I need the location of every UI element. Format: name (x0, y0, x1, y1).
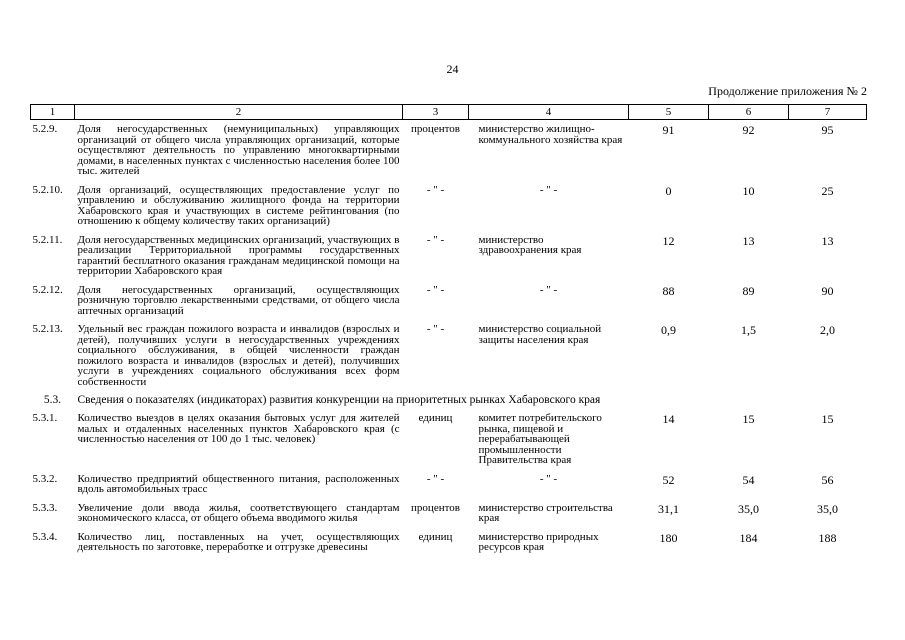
row-number: 5.3.3. (32, 501, 58, 514)
value-col6: 10 (742, 183, 755, 198)
column-number-1: 1 (31, 105, 75, 120)
value-col5: 0,9 (661, 323, 676, 337)
value-col5: 31,1 (658, 501, 679, 516)
indicator-name: Доля негосударственных организаций, осуществляющих розничную торговлю лекарственными средствами, от общего числа аптечных организаций (77, 283, 400, 317)
value-col6: 54 (742, 472, 755, 487)
unit: процентов (411, 123, 460, 135)
row-number: 5.2.10. (32, 183, 63, 196)
unit: единиц (418, 530, 453, 543)
value-col5: 91 (662, 123, 675, 137)
table-row (31, 499, 867, 528)
value-col6: 89 (742, 283, 755, 298)
table-row (31, 231, 867, 281)
value-col5: 14 (662, 412, 675, 426)
indicators-table (30, 104, 867, 557)
section-title: Сведения о показателях (индикаторах) развития конкуренции на приоритетных рынках Хабаровского края (77, 394, 601, 406)
responsible-body: комитет потребительского рынка, пищевой и перерабатывающей промышленности Правительства края (478, 412, 602, 466)
unit: - " - (426, 183, 445, 196)
indicator-name: Количество выездов в целях оказания бытовых услуг для жителей малых и отдаленных населенных пунктов Хабаровского края (с численностью населения от 100 до 1 тыс. человек) (77, 412, 400, 445)
table-row (31, 528, 867, 557)
row-number: 5.3.1. (32, 412, 58, 424)
value-col6: 13 (742, 233, 755, 248)
value-col5: 180 (659, 530, 678, 545)
row-number: 5.2.13. (32, 323, 63, 335)
responsible-body: министерство социальной защиты населения края (478, 323, 602, 346)
responsible-body: министерство жилищно-коммунального хозяйства края (478, 123, 623, 146)
unit: - " - (426, 283, 445, 296)
value-col7: 90 (821, 283, 834, 298)
row-number: 5.2.9. (32, 123, 58, 135)
value-col7: 13 (821, 233, 834, 248)
value-col7: 2,0 (820, 323, 835, 337)
value-col5: 88 (662, 283, 675, 298)
section-row (31, 391, 867, 409)
indicator-name: Увеличение доли ввода жилья, соответствующего стандартам экономического класса, от общего объема вводимого жилья (77, 501, 400, 524)
column-number-6: 6 (709, 105, 789, 120)
unit: процентов (411, 501, 460, 514)
column-number-4: 4 (469, 105, 629, 120)
row-number: 5.2.12. (32, 283, 63, 296)
value-col6: 35,0 (738, 501, 759, 516)
value-col5: 0 (665, 183, 672, 198)
responsible-body: министерство строительства края (478, 501, 613, 524)
indicator-name: Количество предприятий общественного питания, расположенных вдоль автомобильных трасс (77, 472, 400, 495)
indicator-name: Доля негосударственных медицинских организаций, участвующих в реализации Территориальной программы государственных гарантий бесплатного оказания гражданам медицинской помощи на территории Хабаровского края (77, 233, 400, 277)
responsible-body: - " - (539, 283, 558, 296)
value-col7: 35,0 (817, 501, 838, 516)
value-col6: 1,5 (741, 323, 756, 337)
unit: единиц (418, 412, 453, 424)
continuation-label: Продолжение приложения № 2 (708, 84, 867, 98)
responsible-body: - " - (539, 183, 558, 196)
table-row (31, 470, 867, 499)
value-col7: 188 (818, 530, 837, 545)
value-col6: 92 (742, 123, 755, 137)
table-row (31, 409, 867, 470)
indicator-name: Доля негосударственных (немуниципальных) управляющих организаций от общего числа управляющих организаций, которые осуществляют деятельность по управлению многоквартирными домами, в населенных пунктах с численностью населения более 100 тыс. жителей (77, 123, 400, 177)
column-number-2: 2 (75, 105, 403, 120)
row-number: 5.3.4. (32, 530, 58, 543)
row-number: 5.3.2. (32, 472, 58, 485)
value-col7: 56 (821, 472, 834, 487)
column-number-3: 3 (403, 105, 469, 120)
indicator-name: Удельный вес граждан пожилого возраста и инвалидов (взрослых и детей), получивших услуги в негосударственных учреждениях социального обслуживания, в общей численности граждан пожилого возраста и инвалидов (взрослых и детей), получивших услуги в учреждениях социального обслуживания всех форм собственности (77, 323, 400, 388)
value-col6: 15 (742, 412, 755, 426)
indicator-name: Доля организаций, осуществляющих предоставление услуг по управлению и обслуживанию жилищного фонда на территории Хабаровского края и участвующих в системе рейтингования (по отношению к общему количеству таких организаций) (77, 183, 400, 227)
table-row (31, 320, 867, 391)
responsible-body: министерство природных ресурсов края (478, 530, 599, 553)
section-number: 5.3. (43, 394, 62, 406)
table-row (31, 120, 867, 181)
unit: - " - (426, 233, 445, 246)
responsible-body: министерство здравоохранения края (478, 233, 582, 256)
row-number: 5.2.11. (32, 233, 63, 246)
table-row (31, 281, 867, 321)
value-col6: 184 (739, 530, 758, 545)
column-number-7: 7 (789, 105, 867, 120)
value-col7: 25 (821, 183, 834, 198)
value-col5: 12 (662, 233, 675, 248)
value-col7: 95 (821, 123, 834, 137)
column-number-5: 5 (629, 105, 709, 120)
page-number: 24 (446, 62, 459, 76)
table-row (31, 181, 867, 231)
value-col7: 15 (821, 412, 834, 426)
unit: - " - (426, 472, 445, 485)
table-header-row (31, 105, 867, 120)
unit: - " - (426, 323, 445, 335)
responsible-body: - " - (539, 472, 558, 485)
value-col5: 52 (662, 472, 675, 487)
indicator-name: Количество лиц, поставленных на учет, осуществляющих деятельность по заготовке, переработке и отгрузке древесины (77, 530, 400, 553)
